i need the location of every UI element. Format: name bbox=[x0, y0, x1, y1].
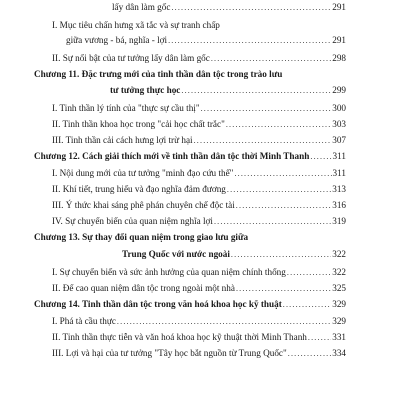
toc-entry-title: I. Mục tiêu chấn hưng xã tắc và sự tranh chấp bbox=[52, 20, 220, 30]
toc-entry-page: 329 bbox=[332, 316, 346, 326]
leader-dots bbox=[168, 37, 331, 45]
leader-dots bbox=[236, 202, 331, 210]
toc-entry-title: II. Tinh thần thực tiễn và văn hoá khoa học kỹ thuật thời Minh Thanh bbox=[52, 332, 307, 342]
toc-entry bbox=[52, 268, 346, 277]
leader-dots bbox=[288, 350, 331, 358]
toc-entry bbox=[122, 250, 346, 259]
leader-dots bbox=[236, 285, 331, 293]
toc-entry bbox=[52, 217, 346, 226]
toc-entry bbox=[52, 120, 346, 129]
toc-entry-page: 311 bbox=[332, 168, 346, 178]
leader-dots bbox=[226, 121, 331, 129]
chapter-heading: Chương 12. Cách giải thích mới về tinh thần dân tộc thời Minh Thanh bbox=[34, 151, 310, 161]
leader-dots bbox=[234, 170, 331, 178]
toc-entry-title: II. Sự nổi bật của tư tưởng lấy dân làm gốc bbox=[52, 53, 210, 63]
leader-dots bbox=[310, 153, 331, 161]
toc-entry-page: 322 bbox=[332, 249, 346, 259]
leader-dots bbox=[181, 87, 331, 95]
toc-entry-page: 322 bbox=[332, 267, 346, 277]
toc-entry-page: 329 bbox=[332, 299, 346, 309]
toc-entry bbox=[52, 169, 346, 178]
leader-dots bbox=[171, 4, 331, 12]
toc-entry-page: 299 bbox=[332, 85, 346, 95]
leader-dots bbox=[194, 137, 332, 145]
toc-entry bbox=[34, 152, 346, 161]
toc-entry-title: III. Ý thức khai sáng phê phán chuyên chế độc tài bbox=[52, 200, 235, 210]
leader-dots bbox=[287, 269, 331, 277]
toc-entry-page: 316 bbox=[332, 200, 346, 210]
toc-entry bbox=[66, 36, 346, 45]
toc-entry-title: I. Sự chuyển biến và sức ảnh hưởng của quan niệm chính thống bbox=[52, 267, 286, 277]
leader-dots bbox=[117, 318, 331, 326]
toc-entry-title: II. Để cao quan niệm dân tộc trong ngoài một nhà bbox=[52, 283, 235, 293]
toc-entry bbox=[110, 86, 346, 95]
toc-entry bbox=[52, 201, 346, 210]
toc-entry-title: Trung Quốc với nước ngoài bbox=[122, 249, 230, 259]
toc-entry bbox=[52, 349, 346, 358]
toc-entry-title: I. Nội dung mới của tư tưởng "minh đạo cứu thế" bbox=[52, 168, 234, 178]
toc-entry-page: 307 bbox=[332, 135, 346, 145]
toc-entry-title: III. Tinh thần cải cách hưng lợi trừ hại bbox=[52, 135, 193, 145]
toc-entry-page: 319 bbox=[332, 216, 346, 226]
toc-entry-title: II. Tinh thần khoa học trong "cải học chất trắc" bbox=[52, 119, 225, 129]
toc-entry-page: 298 bbox=[332, 53, 346, 63]
toc-entry bbox=[52, 333, 346, 342]
toc-entry-title: IV. Sự chuyển biến của quan niệm nghĩa lợi bbox=[52, 216, 213, 226]
toc-entry-page: 311 bbox=[332, 151, 346, 161]
toc-entry bbox=[52, 54, 346, 63]
toc-entry-title: giữa vương - bá, nghĩa - lợi bbox=[66, 35, 168, 45]
toc-entry-page: 303 bbox=[332, 119, 346, 129]
toc-entry-title: I. Phá tà cầu thực bbox=[52, 316, 116, 326]
toc-entry bbox=[52, 284, 346, 293]
toc-entry-page: 291 bbox=[332, 2, 346, 12]
chapter-heading: Chương 11. Đặc trưng mới của tinh thần dân tộc trong trào lưu bbox=[34, 69, 283, 79]
leader-dots bbox=[283, 301, 331, 309]
toc-entry-page: 325 bbox=[332, 283, 346, 293]
toc-entry bbox=[112, 3, 346, 12]
chapter-heading: Chương 14. Tinh thần dân tộc trong văn hoá khoa học kỹ thuật bbox=[34, 299, 282, 309]
leader-dots bbox=[231, 251, 331, 259]
chapter-heading: Chương 13. Sự thay đổi quan niệm trong giao lưu giữa bbox=[34, 232, 249, 242]
toc-entry bbox=[52, 136, 346, 145]
toc-entry-title: lấy dân làm gốc bbox=[112, 2, 171, 12]
leader-dots bbox=[214, 218, 331, 226]
toc-entry-page: 313 bbox=[332, 184, 346, 194]
toc-entry bbox=[52, 317, 346, 326]
toc-entry bbox=[52, 104, 346, 113]
leader-dots bbox=[308, 334, 331, 342]
toc-entry-title: I. Tinh thần lý tính của "thực sự cầu thị" bbox=[52, 103, 200, 113]
leader-dots bbox=[211, 55, 331, 63]
toc-entry bbox=[34, 300, 346, 309]
toc-entry-page: 291 bbox=[332, 35, 346, 45]
toc-entry bbox=[52, 185, 346, 194]
leader-dots bbox=[227, 186, 331, 194]
leader-dots bbox=[201, 105, 332, 113]
toc-entry-page: 300 bbox=[332, 103, 346, 113]
toc-entry-page: 331 bbox=[332, 332, 346, 342]
toc-entry-title: II. Khí tiết, trung hiếu và đạo nghĩa đảm đương bbox=[52, 184, 226, 194]
toc-entry-title: III. Lợi và hại của tư tưởng "Tây học bắt nguồn từ Trung Quốc" bbox=[52, 348, 287, 358]
toc-entry-title: tư tưởng thực học bbox=[110, 85, 181, 95]
toc-entry-page: 334 bbox=[332, 348, 346, 358]
